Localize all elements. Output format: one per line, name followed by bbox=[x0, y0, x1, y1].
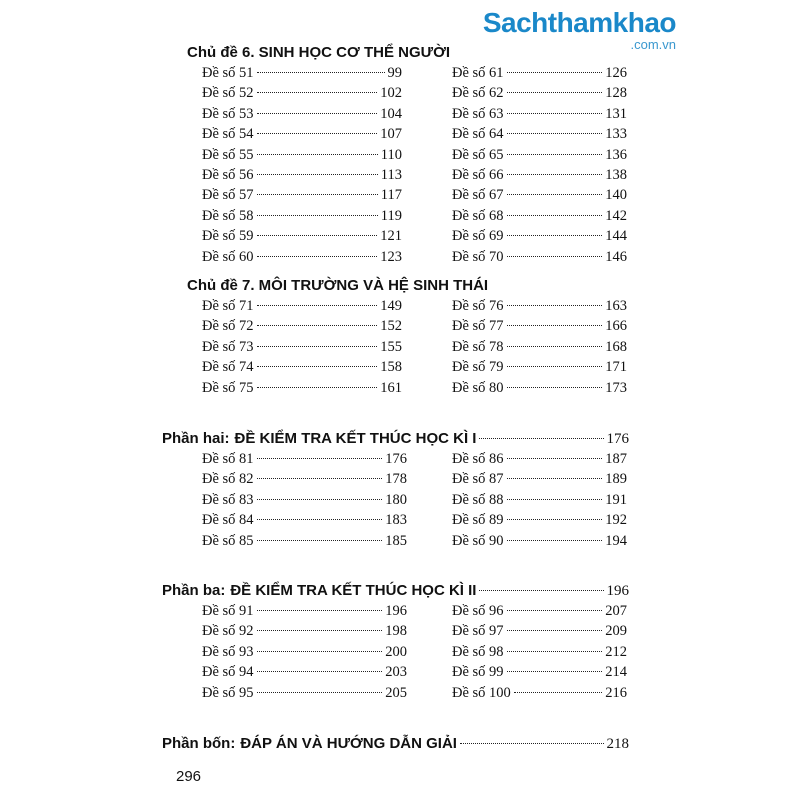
section-heading-7: Chủ đề 7. MÔI TRƯỜNG VÀ HỆ SINH THÁI bbox=[187, 277, 489, 294]
toc-entry-label: Đề số 61 bbox=[452, 65, 504, 81]
toc-column-s6-right bbox=[452, 65, 627, 269]
toc-entry-label: Đề số 92 bbox=[202, 623, 254, 640]
part-four-page: 218 bbox=[606, 736, 629, 752]
toc-entry-page: 189 bbox=[605, 471, 627, 488]
toc-entry bbox=[452, 644, 627, 664]
dot-leader bbox=[507, 519, 603, 520]
toc-entry-label: Đề số 66 bbox=[452, 166, 504, 183]
dot-leader bbox=[507, 72, 603, 73]
dot-leader bbox=[507, 540, 603, 541]
toc-column-s7-left bbox=[202, 298, 402, 400]
toc-column-p3-left bbox=[202, 603, 407, 705]
dot-leader bbox=[257, 113, 378, 114]
dot-leader bbox=[507, 256, 603, 257]
toc-entry-page: 110 bbox=[380, 146, 402, 163]
toc-entry-label: Đề số 75 bbox=[202, 379, 254, 396]
toc-entry-page: 176 bbox=[385, 451, 407, 467]
toc-entry bbox=[452, 359, 627, 379]
toc-entry-label: Đề số 94 bbox=[202, 664, 254, 681]
page-number: 296 bbox=[176, 768, 202, 785]
dot-leader bbox=[507, 651, 603, 652]
toc-entry bbox=[202, 147, 402, 167]
part-three-label: Phần ba: bbox=[162, 582, 226, 599]
toc-entry-page: 216 bbox=[605, 684, 627, 701]
toc-entry-page: 194 bbox=[605, 532, 627, 549]
toc-entry-page: 117 bbox=[380, 187, 402, 204]
toc-entry-label: Đề số 84 bbox=[202, 512, 254, 529]
toc-entry-label: Đề số 65 bbox=[452, 146, 504, 163]
toc-entry-label: Đề số 79 bbox=[452, 359, 504, 376]
toc-entry-label: Đề số 76 bbox=[452, 298, 504, 314]
toc-entry-page: 131 bbox=[605, 105, 627, 122]
dot-leader bbox=[507, 305, 603, 306]
toc-entry bbox=[452, 85, 627, 105]
dot-leader bbox=[507, 671, 603, 672]
toc-entry bbox=[452, 208, 627, 228]
toc-entry bbox=[452, 471, 627, 491]
dot-leader bbox=[507, 630, 603, 631]
toc-entry-page: 133 bbox=[605, 126, 627, 143]
toc-entry-page: 200 bbox=[385, 643, 407, 660]
toc-entry-page: 205 bbox=[385, 684, 407, 701]
dot-leader bbox=[507, 610, 603, 611]
dot-leader bbox=[257, 133, 378, 134]
watermark-brand: Sachthamkhao bbox=[482, 7, 676, 38]
toc-entry-label: Đề số 57 bbox=[202, 187, 254, 204]
toc-entry-label: Đề số 73 bbox=[202, 338, 254, 355]
toc-entry-page: 198 bbox=[385, 623, 407, 640]
toc-entry-label: Đề số 55 bbox=[202, 146, 254, 163]
toc-entry bbox=[452, 623, 627, 643]
toc-entry-page: 128 bbox=[605, 85, 627, 102]
dot-leader bbox=[257, 540, 383, 541]
toc-entry-page: 152 bbox=[380, 318, 402, 335]
dot-leader bbox=[257, 458, 383, 459]
toc-entry-label: Đề số 51 bbox=[202, 65, 254, 81]
toc-entry-page: 142 bbox=[605, 207, 627, 224]
dot-leader bbox=[507, 174, 603, 175]
toc-entry-label: Đề số 62 bbox=[452, 85, 504, 102]
toc-entry-page: 163 bbox=[605, 298, 627, 314]
toc-entry-page: 123 bbox=[380, 248, 402, 265]
dot-leader bbox=[257, 325, 378, 326]
dot-leader bbox=[257, 154, 378, 155]
toc-entry-label: Đề số 64 bbox=[452, 126, 504, 143]
toc-entry-page: 203 bbox=[385, 664, 407, 681]
dot-leader bbox=[507, 133, 603, 134]
dot-leader bbox=[507, 154, 603, 155]
toc-entry bbox=[452, 451, 627, 471]
toc-entry-page: 209 bbox=[605, 623, 627, 640]
toc-entry-label: Đề số 60 bbox=[202, 248, 254, 265]
toc-entry-label: Đề số 91 bbox=[202, 603, 254, 619]
toc-entry bbox=[452, 106, 627, 126]
toc-entry bbox=[202, 187, 402, 207]
toc-entry-label: Đề số 52 bbox=[202, 85, 254, 102]
dot-leader bbox=[257, 671, 383, 672]
toc-entry bbox=[202, 126, 402, 146]
toc-entry-page: 187 bbox=[605, 451, 627, 467]
dot-leader bbox=[507, 235, 603, 236]
part-two-page: 176 bbox=[606, 431, 629, 447]
toc-entry bbox=[202, 603, 407, 623]
dot-leader bbox=[257, 651, 383, 652]
dot-leader bbox=[479, 590, 603, 591]
toc-entry bbox=[202, 664, 407, 684]
toc-entry-page: 168 bbox=[605, 338, 627, 355]
toc-entry bbox=[202, 533, 407, 553]
part-three-title: ĐỀ KIỂM TRA KẾT THÚC HỌC KÌ II bbox=[230, 582, 477, 599]
toc-entry-label: Đề số 54 bbox=[202, 126, 254, 143]
toc-entry-page: 138 bbox=[605, 166, 627, 183]
toc-entry-label: Đề số 96 bbox=[452, 603, 504, 619]
dot-leader bbox=[257, 92, 378, 93]
dot-leader bbox=[257, 387, 378, 388]
toc-entry bbox=[452, 685, 627, 705]
toc-entry-page: 192 bbox=[605, 512, 627, 529]
toc-entry bbox=[452, 167, 627, 187]
watermark-logo bbox=[483, 8, 676, 51]
toc-entry bbox=[452, 339, 627, 359]
toc-entry bbox=[202, 492, 407, 512]
toc-entry bbox=[202, 106, 402, 126]
dot-leader bbox=[514, 692, 602, 693]
toc-column-p2-left bbox=[202, 451, 407, 553]
toc-entry bbox=[202, 318, 402, 338]
toc-entry bbox=[202, 228, 402, 248]
dot-leader bbox=[507, 458, 603, 459]
toc-entry-label: Đề số 98 bbox=[452, 643, 504, 660]
toc-entry-page: 102 bbox=[380, 85, 402, 102]
toc-entry-label: Đề số 59 bbox=[202, 228, 254, 245]
toc-entry-page: 107 bbox=[380, 126, 402, 143]
toc-entry bbox=[452, 147, 627, 167]
dot-leader bbox=[507, 92, 603, 93]
toc-entry-label: Đề số 67 bbox=[452, 187, 504, 204]
toc-entry-page: 136 bbox=[605, 146, 627, 163]
toc-entry-label: Đề số 83 bbox=[202, 491, 254, 508]
toc-column-p3-right bbox=[452, 603, 627, 705]
toc-entry-label: Đề số 86 bbox=[452, 451, 504, 467]
dot-leader bbox=[257, 499, 383, 500]
dot-leader bbox=[257, 366, 378, 367]
toc-entry bbox=[202, 359, 402, 379]
toc-entry-page: 161 bbox=[380, 379, 402, 396]
toc-entry-page: 178 bbox=[385, 471, 407, 488]
dot-leader bbox=[507, 113, 603, 114]
toc-entry-page: 126 bbox=[605, 65, 627, 81]
toc-entry bbox=[452, 126, 627, 146]
dot-leader bbox=[460, 743, 604, 744]
toc-entry-page: 183 bbox=[385, 512, 407, 529]
toc-entry-label: Đề số 68 bbox=[452, 207, 504, 224]
toc-entry bbox=[452, 228, 627, 248]
toc-entry-label: Đề số 53 bbox=[202, 105, 254, 122]
part-three-page: 196 bbox=[606, 583, 629, 599]
toc-entry bbox=[452, 533, 627, 553]
toc-entry bbox=[452, 492, 627, 512]
section-heading-6: Chủ đề 6. SINH HỌC CƠ THỂ NGƯỜI bbox=[187, 44, 451, 61]
dot-leader bbox=[257, 346, 378, 347]
toc-entry-page: 149 bbox=[380, 298, 402, 314]
toc-entry-label: Đề số 80 bbox=[452, 379, 504, 396]
toc-entry-label: Đề số 95 bbox=[202, 684, 254, 701]
dot-leader bbox=[507, 366, 603, 367]
toc-entry-label: Đề số 71 bbox=[202, 298, 254, 314]
dot-leader bbox=[257, 692, 383, 693]
toc-entry bbox=[452, 318, 627, 338]
part-four-title: ĐÁP ÁN VÀ HƯỚNG DẪN GIẢI bbox=[240, 735, 457, 752]
toc-entry-label: Đề số 72 bbox=[202, 318, 254, 335]
toc-entry bbox=[202, 451, 407, 471]
toc-entry bbox=[202, 249, 402, 269]
toc-entry-page: 196 bbox=[385, 603, 407, 619]
toc-entry-page: 180 bbox=[385, 491, 407, 508]
dot-leader bbox=[507, 478, 603, 479]
toc-entry-page: 146 bbox=[605, 248, 627, 265]
dot-leader bbox=[257, 630, 383, 631]
toc-entry-page: 207 bbox=[605, 603, 627, 619]
toc-entry bbox=[202, 339, 402, 359]
toc-entry-page: 158 bbox=[380, 359, 402, 376]
dot-leader bbox=[507, 215, 603, 216]
toc-column-s7-right bbox=[452, 298, 627, 400]
toc-entry-label: Đề số 89 bbox=[452, 512, 504, 529]
dot-leader bbox=[257, 235, 378, 236]
toc-entry-label: Đề số 56 bbox=[202, 166, 254, 183]
dot-leader bbox=[257, 194, 378, 195]
toc-entry-page: 166 bbox=[605, 318, 627, 335]
toc-entry bbox=[202, 65, 402, 85]
toc-entry-label: Đề số 74 bbox=[202, 359, 254, 376]
toc-entry-label: Đề số 63 bbox=[452, 105, 504, 122]
toc-entry-page: 173 bbox=[605, 379, 627, 396]
dot-leader bbox=[257, 174, 378, 175]
toc-entry bbox=[202, 298, 402, 318]
dot-leader bbox=[257, 72, 385, 73]
toc-entry bbox=[202, 644, 407, 664]
part-four-line bbox=[162, 735, 629, 753]
part-two-label: Phần hai: bbox=[162, 430, 230, 447]
dot-leader bbox=[257, 305, 378, 306]
toc-entry bbox=[452, 65, 627, 85]
toc-entry bbox=[202, 380, 402, 400]
toc-entry-label: Đề số 69 bbox=[452, 228, 504, 245]
dot-leader bbox=[257, 519, 383, 520]
toc-entry-page: 119 bbox=[380, 207, 402, 224]
toc-entry bbox=[452, 380, 627, 400]
dot-leader bbox=[257, 610, 383, 611]
toc-entry-page: 121 bbox=[380, 228, 402, 245]
toc-entry bbox=[452, 664, 627, 684]
toc-column-p2-right bbox=[452, 451, 627, 553]
toc-entry-label: Đề số 82 bbox=[202, 471, 254, 488]
toc-entry-page: 185 bbox=[385, 532, 407, 549]
toc-entry bbox=[202, 85, 402, 105]
toc-entry-page: 99 bbox=[387, 65, 402, 81]
toc-entry-label: Đề số 97 bbox=[452, 623, 504, 640]
toc-column-s6-left bbox=[202, 65, 402, 269]
toc-entry-page: 214 bbox=[605, 664, 627, 681]
part-two-line bbox=[162, 430, 629, 448]
dot-leader bbox=[257, 256, 378, 257]
toc-entry-page: 212 bbox=[605, 643, 627, 660]
dot-leader bbox=[257, 478, 383, 479]
toc-entry bbox=[452, 249, 627, 269]
toc-entry-page: 140 bbox=[605, 187, 627, 204]
dot-leader bbox=[507, 387, 603, 388]
toc-entry bbox=[202, 512, 407, 532]
part-three-line bbox=[162, 582, 629, 600]
toc-entry-label: Đề số 78 bbox=[452, 338, 504, 355]
toc-entry bbox=[202, 685, 407, 705]
toc-entry-page: 155 bbox=[380, 338, 402, 355]
toc-entry bbox=[202, 167, 402, 187]
dot-leader bbox=[479, 438, 603, 439]
dot-leader bbox=[507, 325, 603, 326]
toc-entry-page: 171 bbox=[605, 359, 627, 376]
toc-entry bbox=[202, 623, 407, 643]
dot-leader bbox=[257, 215, 378, 216]
toc-entry-label: Đề số 70 bbox=[452, 248, 504, 265]
dot-leader bbox=[507, 194, 603, 195]
toc-entry bbox=[452, 298, 627, 318]
part-two-title: ĐỀ KIỂM TRA KẾT THÚC HỌC KÌ I bbox=[234, 430, 477, 447]
dot-leader bbox=[507, 346, 603, 347]
toc-entry bbox=[452, 512, 627, 532]
toc-entry bbox=[452, 187, 627, 207]
toc-entry-label: Đề số 58 bbox=[202, 207, 254, 224]
toc-entry-label: Đề số 77 bbox=[452, 318, 504, 335]
toc-entry-label: Đề số 100 bbox=[452, 684, 511, 701]
toc-entry bbox=[202, 471, 407, 491]
toc-entry-label: Đề số 85 bbox=[202, 532, 254, 549]
dot-leader bbox=[507, 499, 603, 500]
toc-entry bbox=[452, 603, 627, 623]
part-four-label: Phần bốn: bbox=[162, 735, 236, 752]
toc-entry-page: 191 bbox=[605, 491, 627, 508]
toc-entry-label: Đề số 99 bbox=[452, 664, 504, 681]
toc-entry-page: 144 bbox=[605, 228, 627, 245]
toc-entry-label: Đề số 81 bbox=[202, 451, 254, 467]
toc-entry-label: Đề số 93 bbox=[202, 643, 254, 660]
toc-entry-label: Đề số 90 bbox=[452, 532, 504, 549]
toc-entry-page: 113 bbox=[380, 166, 402, 183]
toc-entry-label: Đề số 88 bbox=[452, 491, 504, 508]
toc-entry-label: Đề số 87 bbox=[452, 471, 504, 488]
toc-entry-page: 104 bbox=[380, 105, 402, 122]
toc-entry bbox=[202, 208, 402, 228]
watermark-domain: .com.vn bbox=[630, 37, 676, 52]
